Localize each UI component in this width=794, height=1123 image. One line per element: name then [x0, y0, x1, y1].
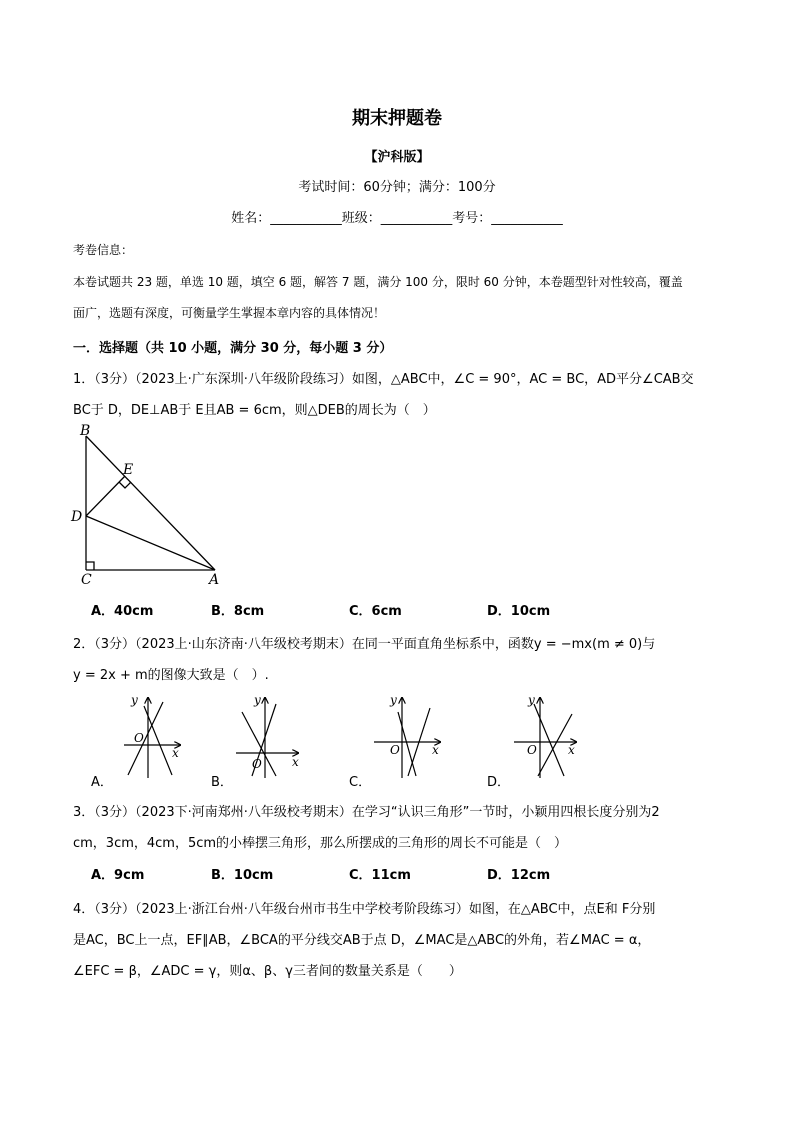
label-a: A — [209, 572, 220, 587]
notice-line-2: 面广，选题有深度，可衡量学生掌握本章内容的具体情况！ — [73, 306, 386, 320]
q4-line-1: 4．（3分）（2023上·浙江台州·八年级台州市书生中学校考阶段练习）如图，在△ABC中，点E和 F分别 — [73, 902, 656, 917]
origin-label: O — [134, 731, 144, 745]
q3-option-c[interactable]: C．11cm — [349, 868, 411, 883]
x-axis-label: x — [432, 743, 439, 757]
q2-graph-d — [512, 690, 582, 780]
label-c: C — [81, 572, 92, 587]
q1-triangle-figure — [70, 422, 230, 587]
q1-option-b[interactable]: B．8cm — [211, 604, 265, 619]
q4-line-2: 是AC，BC上一点，EF∥AB，∠BCA的平分线交AB于点 D，∠MAC是△ABC的外角，若∠MAC = α， — [73, 933, 651, 948]
q1-option-c[interactable]: C．6cm — [349, 604, 402, 619]
label-b: B — [80, 423, 91, 439]
q2-option-c[interactable]: C． — [349, 775, 372, 790]
q4-line-3: ∠EFC = β，∠ADC = γ，则α、β、γ三者间的数量关系是（ ） — [73, 964, 462, 979]
q1-line-1: 1．（3分）（2023上·广东深圳·八年级阶段练习）如图，△ABC中，∠C = 90°，AC = BC，AD平分∠CAB交 — [73, 372, 694, 387]
y-axis-label: y — [131, 693, 138, 707]
origin-label: O — [252, 757, 262, 771]
q2-line-2: y = 2x + m的图像大致是（ ）. — [73, 668, 269, 683]
origin-label: O — [527, 743, 537, 757]
x-axis-label: x — [568, 743, 575, 757]
name-class-id-line: 姓名：___________班级：___________考号：___________ — [231, 211, 563, 226]
x-axis-label: x — [172, 746, 179, 760]
page-title: 期末押题卷 — [352, 108, 442, 129]
q3-option-a[interactable]: A．9cm — [91, 868, 145, 883]
y-axis-label: y — [528, 693, 535, 707]
q3-line-2: cm，3cm，4cm，5cm的小棒摆三角形，那么所摆成的三角形的周长不可能是（ ） — [73, 836, 568, 851]
edition-label: 【沪科版】 — [364, 150, 430, 165]
x-axis-label: x — [292, 755, 299, 769]
q2-option-b[interactable]: B． — [211, 775, 233, 790]
label-d: D — [71, 509, 83, 525]
notice-line-1: 本卷试题共 23 题，单选 10 题，填空 6 题，解答 7 题，满分 100 分，限时 60 分钟，本卷题型针对性较高，覆盖 — [73, 275, 683, 289]
q2-option-d[interactable]: D． — [487, 775, 511, 790]
q2-graph-c — [372, 690, 447, 780]
notice-label: 考卷信息： — [73, 243, 134, 257]
label-e: E — [123, 462, 134, 478]
section-heading: 一．选择题（共 10 小题，满分 30 分，每小题 3 分） — [73, 341, 393, 356]
q2-line-1: 2．（3分）（2023上·山东济南·八年级校考期末）在同一平面直角坐标系中，函数y = −mx(m ≠ 0)与 — [73, 637, 656, 652]
origin-label: O — [390, 743, 400, 757]
q2-graph-a — [120, 690, 185, 780]
q3-option-d[interactable]: D．12cm — [487, 868, 551, 883]
q2-option-a[interactable]: A． — [91, 775, 113, 790]
q3-line-1: 3．（3分）（2023下·河南郑州·八年级校考期末）在学习“认识三角形”一节时，小颖用四根长度分别为2 — [73, 805, 660, 820]
exam-info: 考试时间：60分钟；满分：100分 — [298, 180, 496, 195]
q2-graph-b — [234, 690, 304, 780]
q1-option-a[interactable]: A．40cm — [91, 604, 154, 619]
q1-option-d[interactable]: D．10cm — [487, 604, 551, 619]
q1-line-2: BC于 D，DE⊥AB于 E且AB = 6cm，则△DEB的周长为（ ） — [73, 403, 436, 418]
y-axis-label: y — [254, 693, 261, 707]
y-axis-label: y — [390, 693, 397, 707]
q3-option-b[interactable]: B．10cm — [211, 868, 274, 883]
